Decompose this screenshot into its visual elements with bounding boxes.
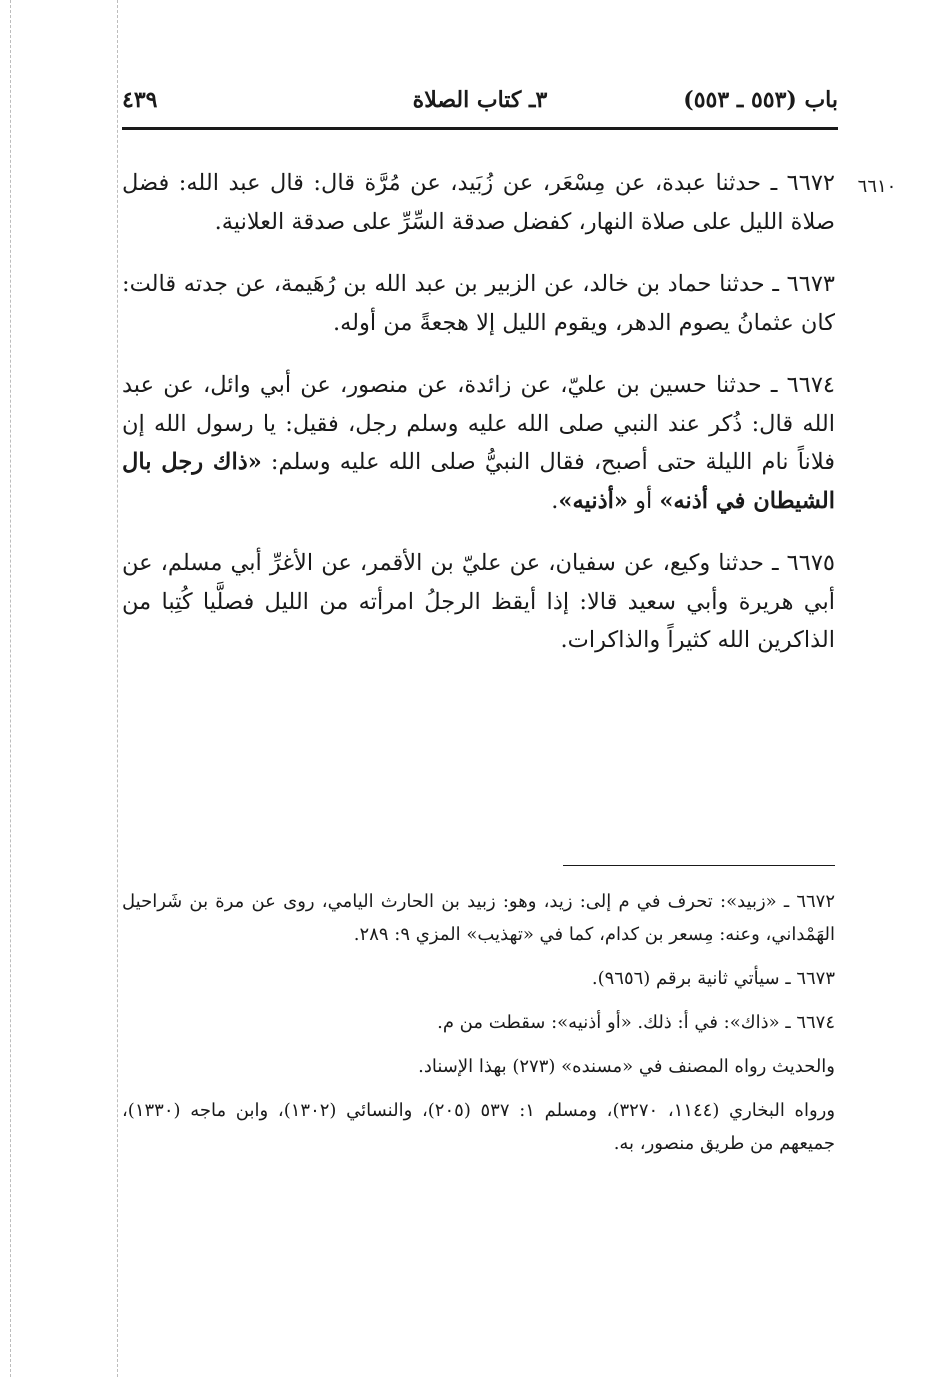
chapter-title: باب (٥٥٣ ـ ٥٥٣)	[683, 87, 838, 113]
page-number: ٤٣٩	[122, 87, 158, 113]
hadith-6674-connector: أو	[627, 487, 660, 514]
book-title: ٣ـ كتاب الصلاة	[412, 87, 548, 113]
footnote-6672: ٦٦٧٢ ـ «زبيد»: تحرف في م إلى: زيد، وهو: زبيد بن الحارث اليامي، روى عن مرة بن شَراحيل الهَمْداني، وعنه: مِسعر بن كدام، كما في «تهذيب» المزي ٩: ٢٨٩.	[122, 891, 835, 945]
main-text	[122, 164, 835, 684]
page-edge-left	[10, 0, 11, 1377]
page-edge-margin	[117, 0, 118, 1377]
hadith-6673: ٦٦٧٣ ـ حدثنا حماد بن خالد، عن الزبير بن عبد الله بن رُهَيمة، عن جدته قالت: كان عثمانُ يصوم الدهر، ويقوم الليل إلا هجعةً من أوله.	[122, 271, 835, 336]
hadith-6672: ٦٦٧٢ ـ حدثنا عبدة، عن مِسْعَر، عن زُبَيد، عن مُرَّة قال: قال عبد الله: فضل صلاة الليل على صلاة النهار، كفضل صدقة السِّرِّ على صدقة العلانية.	[122, 170, 835, 235]
hadith-6674-quote: «ذاك رجل بال الشيطان في أذنه»	[122, 449, 835, 514]
hadith-6674-quote-alt: «أذنيه»	[558, 487, 628, 514]
footnote-sources: ورواه البخاري (١١٤٤، ٣٢٧٠)، ومسلم ١: ٥٣٧ (٢٠٥)، والنسائي (١٣٠٢)، وابن ماجه (١٣٣٠)، جميعهم من طريق منصور، به.	[122, 1100, 836, 1154]
footnotes	[122, 885, 835, 1171]
running-header	[122, 82, 838, 122]
footnote-6674: ٦٦٧٤ ـ «ذاك»: في أ: ذلك. «أو أذنيه»: سقطت من م.	[437, 1012, 835, 1033]
margin-reference-number: ٦٦١٠	[857, 176, 897, 197]
footnote-6673: ٦٦٧٣ ـ سيأتي ثانية برقم (٩٦٥٦).	[591, 968, 835, 989]
hadith-6675: ٦٦٧٥ ـ حدثنا وكيع، عن سفيان، عن عليّ بن الأقمر، عن الأغرِّ أبي مسلم، عن أبي هريرة وأبي سعيد قالا: إذا أيقظ الرجلُ امرأته من الليل فصلَّيا كُتِبا من الذاكرين الله كثيراً والذاكرات.	[122, 550, 835, 653]
footnote-separator	[563, 865, 835, 866]
hadith-6674-text: ٦٦٧٤ ـ حدثنا حسين بن عليّ، عن زائدة، عن منصور، عن أبي وائل، عن عبد الله قال: ذُكر عند النبي صلى الله عليه وسلم رجل، فقيل: يا رسول الله إن فلاناً نام الليلة حتى أصبح، فقال النبيُّ صلى الله عليه وسلم:	[122, 372, 836, 475]
hadith-6674	[122, 366, 835, 520]
hadith-6674-end: .	[551, 487, 559, 514]
footnote-musnad: والحديث رواه المصنف في «مسنده» (٢٧٣) بهذا الإسناد.	[418, 1056, 835, 1077]
header-rule	[122, 127, 838, 130]
